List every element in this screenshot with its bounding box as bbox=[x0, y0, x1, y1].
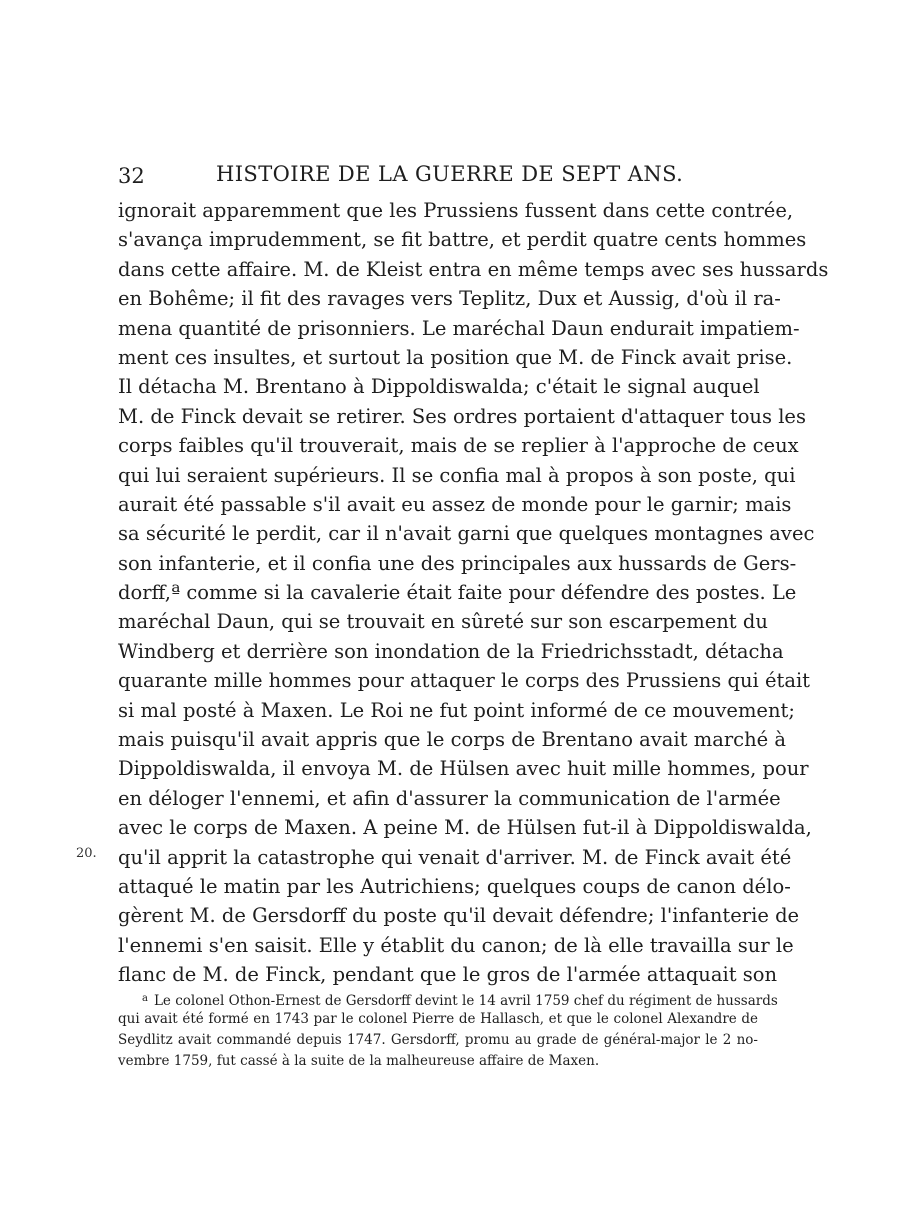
line-number-marker: 20. bbox=[76, 846, 97, 861]
text-line: dorff,ª comme si la cavalerie était faite pour défendre des postes. Le bbox=[118, 581, 797, 605]
footnote-line bbox=[118, 988, 778, 1009]
text-line: en déloger l'ennemi, et afin d'assurer la communication de l'armée bbox=[118, 786, 781, 810]
text-line: Il détacha M. Brentano à Dippoldiswalda; c'était le signal auquel bbox=[118, 375, 760, 399]
text-line: flanc de M. de Finck, pendant que le gros de l'armée attaquait son bbox=[118, 963, 778, 987]
text-line: ment ces insultes, et surtout la position que M. de Finck avait prise. bbox=[118, 345, 793, 369]
text-line: gèrent M. de Gersdorff du poste qu'il devait défendre; l'infanterie de bbox=[118, 904, 800, 928]
footnote bbox=[118, 988, 778, 1072]
text-line: Windberg et derrière son inondation de la Friedrichsstadt, détacha bbox=[118, 639, 784, 663]
text-line: sa sécurité le perdit, car il n'avait garni que quelques montagnes avec bbox=[118, 522, 815, 546]
text-line: en Bohême; il fit des ravages vers Teplitz, Dux et Aussig, d'où il ra- bbox=[118, 287, 781, 311]
text-line: dans cette affaire. M. de Kleist entra en même temps avec ses hussards bbox=[118, 257, 829, 281]
page-number: 32 bbox=[118, 164, 145, 188]
page-header bbox=[118, 160, 758, 194]
running-title: HISTOIRE DE LA GUERRE DE SEPT ANS. bbox=[216, 162, 684, 186]
text-line: mais puisqu'il avait appris que le corps de Brentano avait marché à bbox=[118, 728, 786, 752]
text-line: ignorait apparemment que les Prussiens fussent dans cette contrée, bbox=[118, 199, 794, 222]
text-line: avec le corps de Maxen. A peine M. de Hülsen fut-il à Dippoldiswalda, bbox=[118, 816, 812, 840]
footnote-line: Seydlitz avait commandé depuis 1747. Gersdorff, promu au grade de général-major le 2 no- bbox=[118, 1032, 758, 1048]
footnote-marker: a bbox=[142, 993, 148, 1004]
text-line: son infanterie, et il confia une des principales aux hussards de Gers- bbox=[118, 551, 797, 575]
body-text bbox=[118, 196, 829, 990]
text-line: aurait été passable s'il avait eu assez de monde pour le garnir; mais bbox=[118, 492, 792, 516]
text-line: mena quantité de prisonniers. Le maréchal Daun endurait impatiem- bbox=[118, 316, 800, 340]
text-line: corps faibles qu'il trouverait, mais de se replier à l'approche de ceux bbox=[118, 434, 799, 458]
text-line: M. de Finck devait se retirer. Ses ordres portaient d'attaquer tous les bbox=[118, 404, 806, 428]
text-line: attaqué le matin par les Autrichiens; quelques coups de canon délo- bbox=[118, 874, 791, 898]
footnote-text: Le colonel Othon-Ernest de Gersdorff devint le 14 avril 1759 chef du régiment de hussards bbox=[153, 993, 778, 1009]
text-line: l'ennemi s'en saisit. Elle y établit du canon; de là elle travailla sur le bbox=[118, 933, 794, 957]
text-line: si mal posté à Maxen. Le Roi ne fut point informé de ce mouvement; bbox=[118, 698, 795, 722]
text-line: qui lui seraient supérieurs. Il se confia mal à propos à son poste, qui bbox=[118, 463, 796, 487]
footnote-line: vembre 1759, fut cassé à la suite de la malheureuse affaire de Maxen. bbox=[118, 1053, 600, 1069]
text-line: quarante mille hommes pour attaquer le corps des Prussiens qui était bbox=[118, 669, 811, 693]
text-line: qu'il apprit la catastrophe qui venait d'arriver. M. de Finck avait été bbox=[118, 845, 792, 869]
text-line: s'avança imprudemment, se fit battre, et perdit quatre cents hommes bbox=[118, 228, 807, 252]
text-line: Dippoldiswalda, il envoya M. de Hülsen avec huit mille hommes, pour bbox=[118, 757, 809, 781]
footnote-line: qui avait été formé en 1743 par le colonel Pierre de Hallasch, et que le colonel Alexandre de bbox=[118, 1011, 758, 1027]
text-line: maréchal Daun, qui se trouvait en sûreté sur son escarpement du bbox=[118, 610, 768, 634]
